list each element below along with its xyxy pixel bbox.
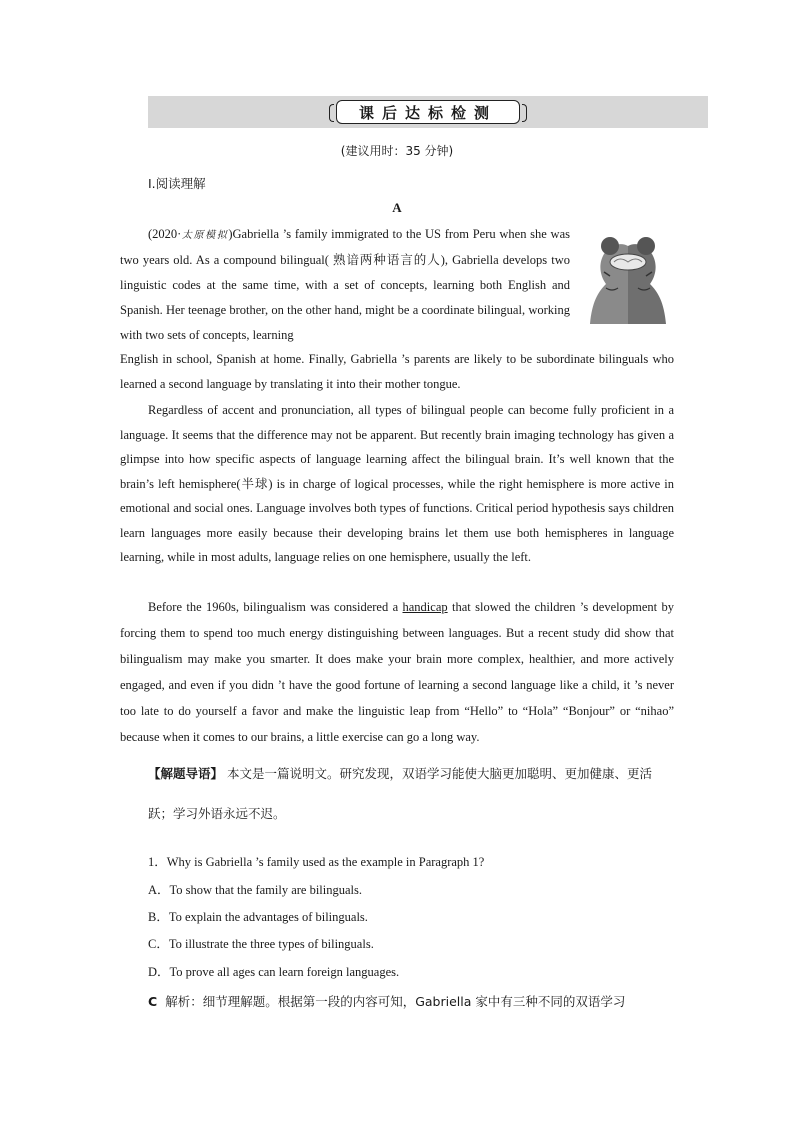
answer-key: C (148, 994, 158, 1009)
paragraph-3-text-start: Before the 1960s, bilingualism was considered a (148, 600, 403, 614)
reading-guide (148, 754, 674, 834)
guide-label: 【解题导语】 (148, 766, 224, 781)
option-c[interactable]: C．To illustrate the three types of bilinguals. (148, 937, 374, 951)
question-stem: 1．Why is Gabriella ’s family used as the example in Paragraph 1? (148, 855, 485, 869)
passage-paragraph-1 (120, 222, 570, 348)
source-prefix: (2020· (148, 227, 182, 241)
answer-explanation (148, 992, 678, 1010)
passage-paragraph-1-cont: English in school, Spanish at home. Finally, Gabriella ’s parents are likely to be subordinate bilinguals who learned a second language by translating it into their mother tongue. (120, 352, 674, 391)
passage-label: A (392, 200, 402, 215)
guide-text: 本文是一篇说明文。研究发现，双语学习能使大脑更加聪明、更加健康、更活跃；学习外语永远不迟。 (148, 766, 653, 821)
suggested-time-note: (建议用时：35 分钟) (340, 144, 454, 158)
passage-paragraph-2: Regardless of accent and pronunciation, all types of bilingual people can become fully proficient in a language. It seems that the difference may not be apparent. But recently brain imaging technology has given a glimpse into how specific aspects of language learning affect the bilingual brain. It’s well known that the brain’s left hemisphere(半球) is in charge of logical processes, while the right hemisphere is more active in emotional and social ones. Language involves both types of functions. Critical period hypothesis says children learn languages more easily because their developing brains let them use both hemispheres in language learning, while in most adults, language relies on one hemisphere, usually the left. (120, 403, 674, 564)
option-a[interactable]: A．To show that the family are bilinguals. (148, 883, 363, 897)
passage-paragraph-3 (120, 594, 674, 750)
paragraph-3-text-end: that slowed the children ’s development by forcing them to spend too much energy distinguishing between languages. But a recent study did show that bilingualism may make you smarter. It does make your brain more complex, healthier, and more actively engaged, and even if you didn ’t have the good fortune of learning a second language like a child, it ’s never too late to do yourself a favor and make the linguistic leap from “Hello” to “Hola” “Bonjour” or “nihao” because when it comes to our brains, a little exercise can go a long way. (120, 600, 674, 744)
option-b[interactable]: B．To explain the advantages of bilinguals. (148, 910, 368, 924)
source-suffix: ) (228, 227, 233, 241)
header-title: 课后达标检测 (336, 100, 520, 124)
underlined-word: handicap (402, 600, 448, 614)
source-tag: 太原模拟 (181, 230, 229, 241)
section-title: Ⅰ.阅读理解 (148, 176, 206, 191)
paragraph-1-text: Gabriella ’s family immigrated to the US from Peru when she was two years old. As a compound bilingual( 熟谙两种语言的人), Gabriella develops two linguistic codes at the same time, with a set of concepts, learning both English and Spanish. Her teenage brother, on the other hand, might be a coordinate bilingual, working with two sets of concepts, learning (120, 227, 570, 342)
option-d[interactable]: D．To prove all ages can learn foreign languages. (148, 965, 400, 979)
two-profile-heads-brain-icon (580, 232, 676, 328)
header-banner (148, 96, 708, 128)
answer-text: 解析：细节理解题。根据第一段的内容可知，Gabriella 家中有三种不同的双语学习 (165, 994, 626, 1009)
